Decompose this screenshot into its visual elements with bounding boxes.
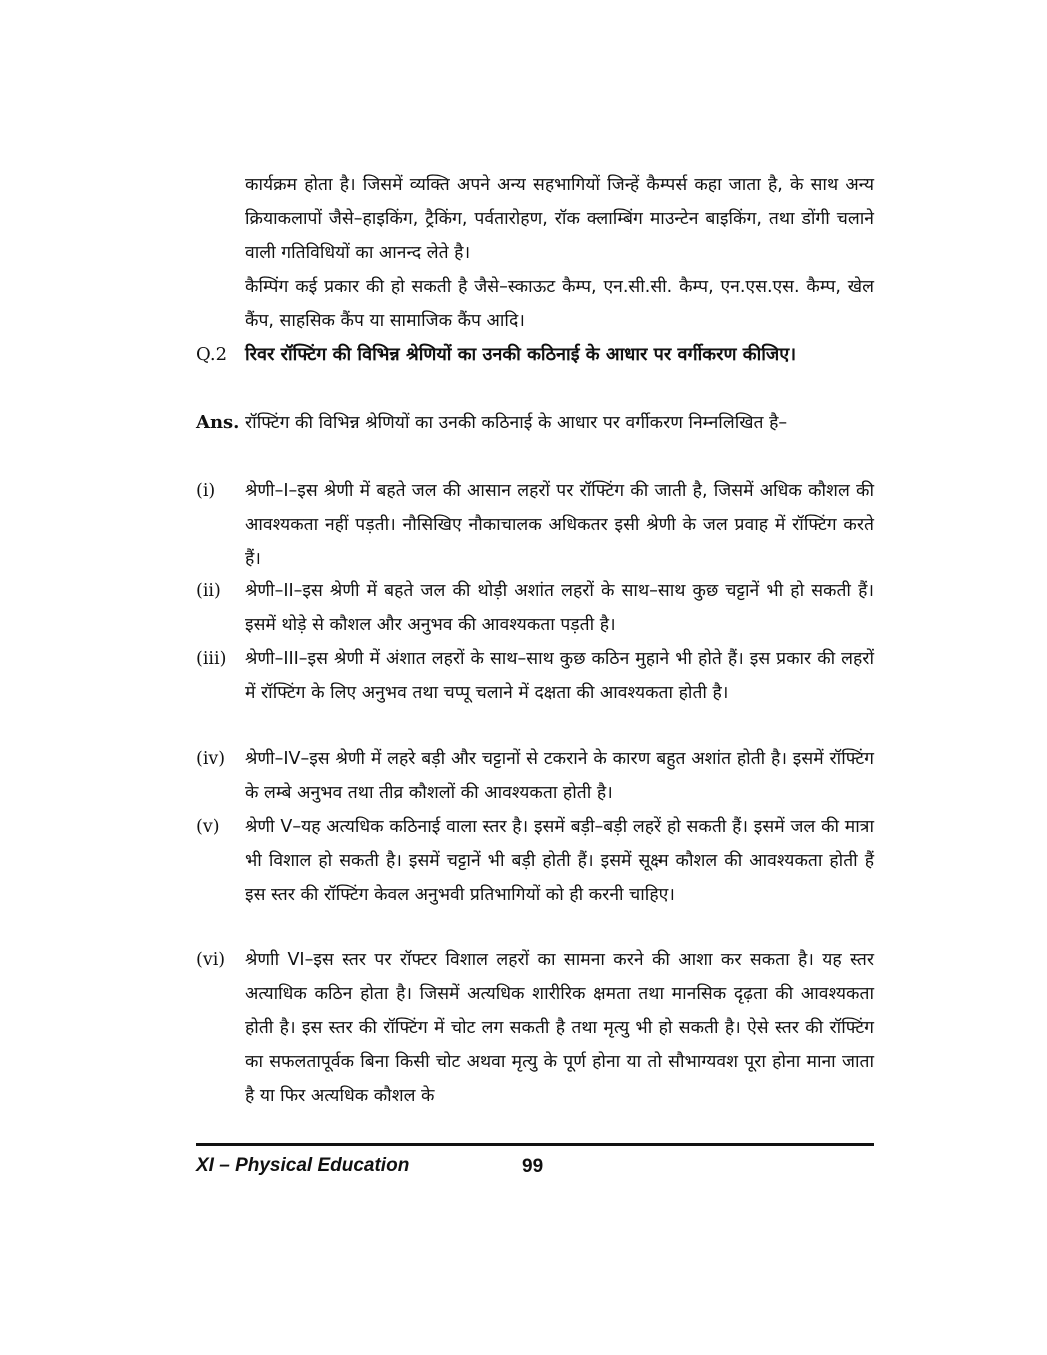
intro-paragraph-1: कार्यक्रम होता है। जिसमें व्यक्ति अपने अन्य सहभागियों जिन्हें कैम्पर्स कहा जाता है, के साथ अन्य क्रियाकलापों जैसे–हाइकिंग, ट्रैकिंग, पर्वतारोहण, रॉक क्लाम्बिंग माउन्टेन बाइकिंग, तथा डोंगी चलाने वाली गतिविधियों का आनन्द लेते है। <box>245 175 874 263</box>
list-item-text: श्रेणी–IV–इस श्रेणी में लहरे बड़ी और चट्टानों से टकराने के कारण बहुत अशांत होती है। इसमें रॉफ्टिंग के लम्बे अनुभव तथा तीव्र कौशलों की आवश्यकता होती है। <box>245 749 874 803</box>
page-number: 99 <box>522 1156 544 1177</box>
list-item-label: (iv) <box>196 749 226 769</box>
answer-label: Ans. <box>196 412 240 433</box>
question-label: Q.2 <box>196 344 228 365</box>
list-item-label: (v) <box>196 817 220 837</box>
list-item-text: श्रेणी–III–इस श्रेणी में अंशात लहरों के साथ–साथ कुछ कठिन मुहाने भी होते हैं। इस प्रकार की लहरों में रॉफ्टिंग के लिए अनुभव तथा चप्पू चलाने में दक्षता की आवश्यकता होती है। <box>245 649 874 703</box>
question-text: रिवर रॉफ्टिंग की विभिन्न श्रेणियों का उनकी कठिनाई के आधार पर वर्गीकरण कीजिए। <box>245 344 797 365</box>
list-item-label: (vi) <box>196 950 226 970</box>
list-item-text: श्रेणी V–यह अत्यधिक कठिनाई वाला स्तर है। इसमें बड़ी–बड़ी लहरें हो सकती हैं। इसमें जल की मात्रा भी विशाल हो सकती है। इसमें चट्टानें भी बड़ी होती हैं। इसमें सूक्ष्म कौशल की आवश्यकता होती हैं इस स्तर की रॉफ्टिंग केवल अनुभवी प्रतिभागियों को ही करनी चाहिए। <box>245 817 874 905</box>
list-item-label: (iii) <box>196 649 227 669</box>
answer-text: रॉफ्टिंग की विभिन्न श्रेणियों का उनकी कठिनाई के आधार पर वर्गीकरण निम्नलिखित है– <box>245 413 788 433</box>
list-item-label: (ii) <box>196 581 221 601</box>
footer-book-title: XI – Physical Education <box>196 1155 410 1176</box>
list-item-text: श्रेणी–II–इस श्रेणी में बहते जल की थोड़ी अशांत लहरों के साथ–साथ कुछ चट्टानें भी हो सकती हैं। इसमें थोड़े से कौशल और अनुभव की आवश्यकता पड़ती है। <box>245 581 874 635</box>
list-item-label: (i) <box>196 481 216 501</box>
list-item-text: श्रेणी–I–इस श्रेणी में बहते जल की आसान लहरों पर रॉफ्टिंग की जाती है, जिसमें अधिक कौशल की आवश्यकता नहीं पड़ती। नौसिखिए नौकाचालक अधिकतर इसी श्रेणी के जल प्रवाह में रॉफ्टिंग करते हैं। <box>245 481 874 569</box>
list-item-text: श्रेणाी VI–इस स्तर पर रॉफ्टर विशाल लहरों का सामना करने की आशा कर सकता है। यह स्तर अत्याधिक कठिन होता है। जिसमें अत्यधिक शारीरिक क्षमता तथा मानसिक दृढ़ता की आवश्यकता होती है। इस स्तर की रॉफ्टिंग में चोट लग सकती है तथा मृत्यु भी हो सकती है। ऐसे स्तर की रॉफ्टिंग का सफलतापूर्वक बिना किसी चोट अथवा मृत्यु के पूर्ण होना या तो सौभाग्यवश पूरा होना माना जाता है या फिर अत्यधिक कौशल के <box>245 950 874 1106</box>
intro-paragraph-2: कैम्पिंग कई प्रकार की हो सकती है जैसे–स्काऊट कैम्प, एन.सी.सी. कैम्प, एन.एस.एस. कैम्प, खेल कैंप, साहसिक कैंप या सामाजिक कैंप आदि। <box>245 277 874 331</box>
footer-divider <box>196 1143 874 1146</box>
